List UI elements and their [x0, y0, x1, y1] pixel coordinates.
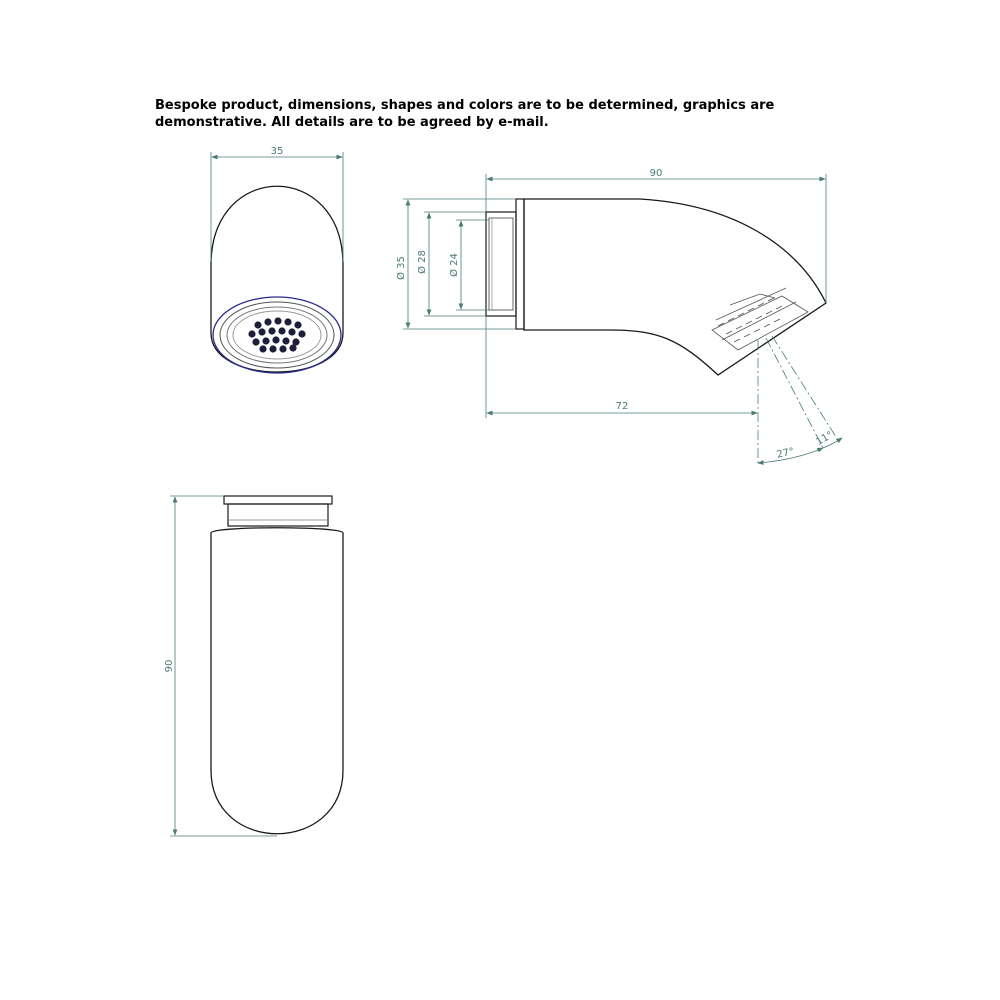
- nozzle-ring-2: [220, 302, 334, 368]
- front-view-body-outline: [211, 186, 343, 372]
- front-view: [211, 146, 343, 373]
- angle-dimension: [758, 430, 842, 463]
- top-view-body-outline: [211, 528, 343, 834]
- side-view: [395, 168, 842, 465]
- diameter-24-label: Ø 24: [449, 253, 460, 277]
- aerator-holes: [248, 317, 305, 352]
- side-reach-dimension: [486, 316, 757, 418]
- diameter-35-label: Ø 35: [396, 256, 407, 280]
- angle-27-label: 27°: [775, 446, 796, 461]
- water-flow-lines: [758, 336, 838, 465]
- diameter-28-label: Ø 28: [417, 250, 428, 274]
- connector-flange: [516, 199, 524, 329]
- spout-body-outline: [524, 199, 826, 375]
- nozzle-outer-ring: [213, 297, 341, 373]
- diameter-24-dimension: [448, 220, 489, 310]
- connector-thread: [489, 218, 513, 310]
- side-reach-label: 72: [615, 401, 629, 412]
- top-length-dimension: [164, 496, 277, 836]
- top-length-label: 90: [164, 659, 175, 673]
- front-width-dimension: [211, 146, 343, 262]
- front-width-label: 35: [270, 146, 284, 157]
- outlet-aerator-sketch: [712, 288, 808, 350]
- top-view-collar: [228, 504, 328, 526]
- disclaimer-line-2: demonstrative. All details are to be agreed by e-mail.: [155, 115, 549, 130]
- disclaimer-line-1: Bespoke product, dimensions, shapes and colors are to be determined, graphics are: [155, 98, 775, 113]
- angle-11-label: 11°: [814, 429, 836, 449]
- top-view-flange: [224, 496, 332, 504]
- side-length-label: 90: [649, 168, 663, 179]
- connector-collar: [486, 212, 516, 316]
- top-view: [164, 496, 343, 836]
- nozzle-ring-3: [227, 307, 327, 363]
- side-length-dimension: [486, 168, 826, 303]
